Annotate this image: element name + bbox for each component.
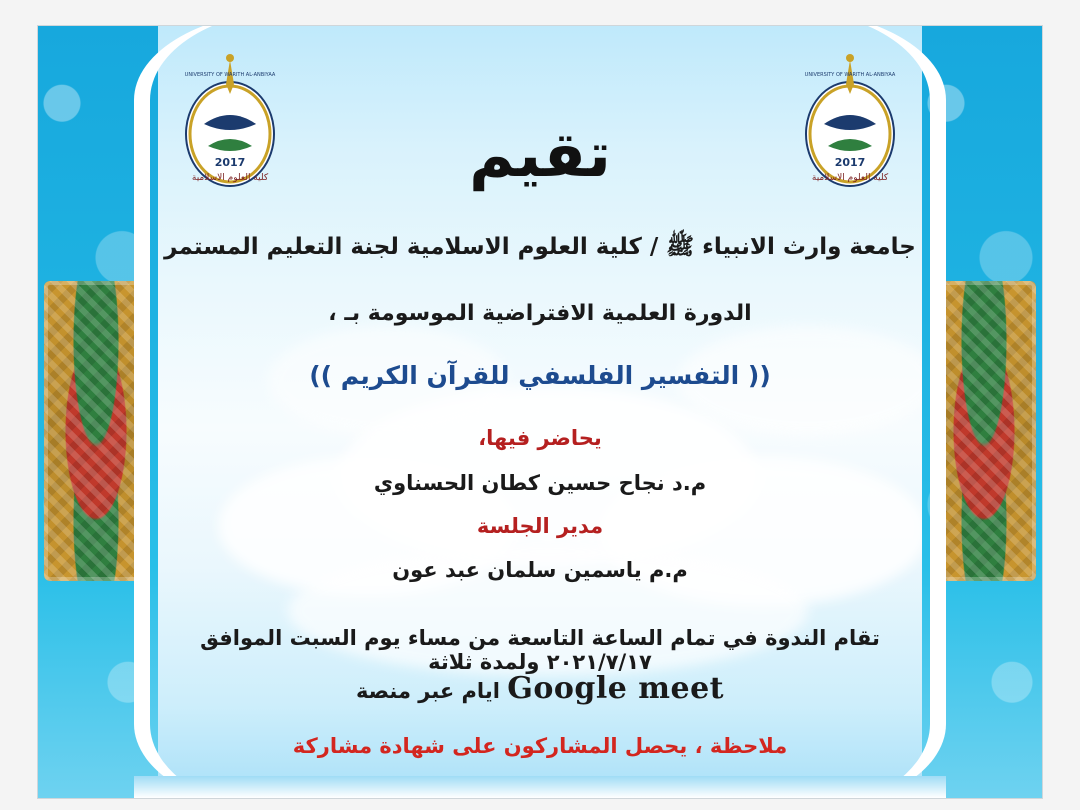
schedule-line-2	[158, 671, 922, 706]
svg-text:كلية العلوم الاسلامية: كلية العلوم الاسلامية	[191, 173, 269, 183]
svg-text:2017: 2017	[834, 156, 866, 169]
svg-text:2017: 2017	[214, 156, 246, 169]
svg-text:كلية العلوم الاسلامية: كلية العلوم الاسلامية	[811, 173, 889, 183]
poster-title: تقيم	[469, 118, 611, 191]
course-topic: (( التفسير الفلسفي للقرآن الكريم ))	[309, 361, 771, 390]
poster-content	[158, 26, 922, 798]
carpet-ornament-left	[44, 281, 148, 581]
lecturer-name: م.د نجاح حسين كطان الحسناوي	[373, 471, 707, 495]
moderator-name: م.م ياسمين سلمان عبد عون	[392, 558, 688, 582]
event-poster	[38, 26, 1042, 798]
lecturer-heading: يحاضر فيها،	[478, 426, 602, 450]
svg-text:UNIVERSITY OF WARITH AL-ANBIYA: UNIVERSITY OF WARITH AL-ANBIYAA	[804, 72, 896, 78]
course-line: الدورة العلمية الافتراضية الموسومة بـ ،	[328, 301, 752, 326]
platform-name: Google meet	[507, 671, 725, 706]
svg-text:UNIVERSITY OF WARITH AL-ANBIYA: UNIVERSITY OF WARITH AL-ANBIYAA	[184, 72, 276, 78]
carpet-ornament-right	[932, 281, 1036, 581]
moderator-heading: مدير الجلسة	[476, 514, 604, 538]
poster-bottom-bar	[134, 776, 946, 798]
schedule-line-1: تقام الندوة في تمام الساعة التاسعة من مساء يوم السبت الموافق ٢٠٢١/٧/١٧ ولمدة ثلاثة	[200, 626, 880, 674]
schedule-line-2-prefix: ايام عبر منصة	[355, 679, 500, 703]
university-line: جامعة وارث الانبياء ﷺ / كلية العلوم الاسلامية لجنة التعليم المستمر	[164, 234, 916, 260]
participation-note: ملاحظة ، يحصل المشاركون على شهادة مشاركة	[292, 734, 788, 758]
